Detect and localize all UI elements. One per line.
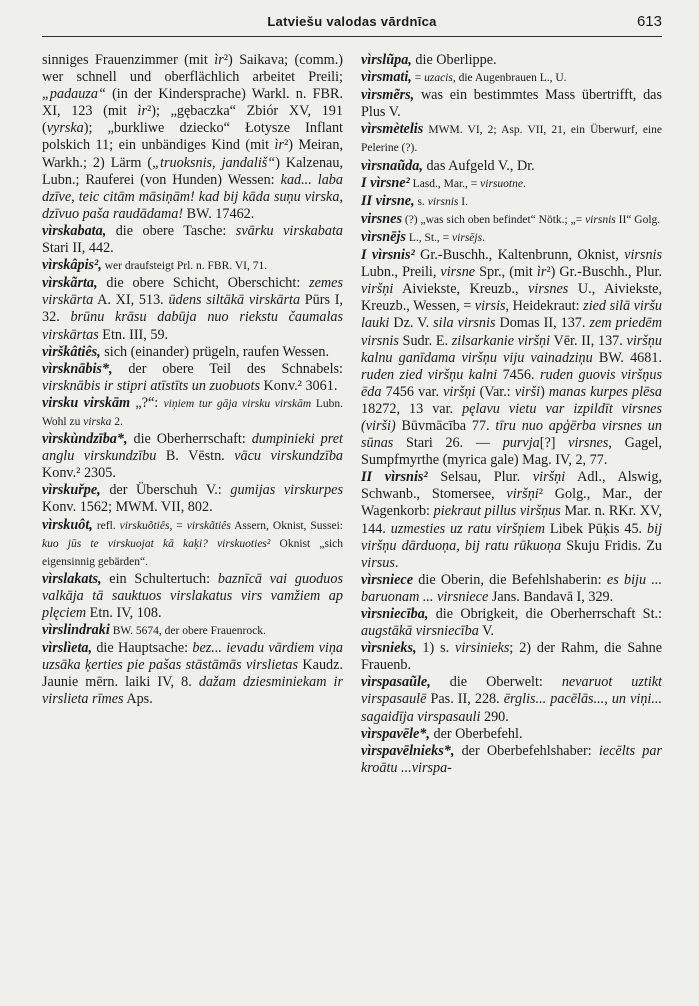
entry-text: BW. 17462.: [183, 205, 255, 222]
headword: vìrslũpa,: [361, 52, 412, 68]
entry-text: U., Aiviekste, Kreuzb., Wessen, =: [361, 281, 663, 315]
dictionary-entry: [42, 395, 343, 431]
entry-text: Gr.-Buschh., Kaltenbrunn, Oknist,: [414, 247, 625, 264]
entry-text: ²) Saikava; (comm.) wer schnell und oberflächlich arbeitet Preili;: [42, 52, 343, 86]
entry-text: pęlavu vietu var izpildīt virsnes (virši): [361, 400, 662, 434]
entry-text: 7456 var.: [381, 383, 444, 400]
headword: vìrskùndzība*,: [42, 431, 128, 448]
dictionary-entry: [42, 482, 343, 516]
entry-text: Mar. n. RKr. XV, 144.: [361, 503, 663, 537]
entry-text: =: [411, 72, 425, 85]
entry-text: virsnis: [624, 247, 662, 264]
dictionary-entry: [361, 247, 662, 469]
entry-text: Etn. III, 59.: [98, 326, 169, 343]
entry-text: ): [540, 383, 549, 400]
dictionary-entry: [361, 121, 662, 157]
text-columns: [42, 52, 662, 1002]
entry-text: zem priedēm virsnis: [361, 315, 662, 349]
entry-text: die Hauptsache:: [92, 640, 193, 657]
entry-text: virsknābis ir stipri atīstīts un zuobuots: [42, 377, 260, 394]
page-title: Latviešu valodas vārdnīca: [267, 14, 437, 29]
entry-text: Domas II, 137.: [495, 315, 590, 332]
entry-text: die Obrigkeit, die Oberherrschaft St.:: [428, 606, 662, 622]
entry-text: Lasd., Mar., =: [409, 177, 481, 190]
entry-text: zilsarkanie viršņi: [451, 332, 551, 349]
headword: vìrskuřpe,: [42, 482, 101, 499]
entry-text: viršņi: [443, 383, 476, 400]
entry-text: sila virsnis: [433, 315, 496, 332]
entry-text: (in der Kindersprache) Warkl. n. FBR. XI, 123 (mit: [42, 86, 343, 120]
entry-text: ìr: [536, 264, 547, 281]
entry-text: Assern, Oknist, Sussei:: [230, 519, 343, 532]
entry-text: Pūrs I, 32.: [42, 292, 343, 326]
entry-text: Jans. Bandavā I, 329.: [488, 588, 614, 605]
right-column: [361, 52, 662, 1002]
entry-text: ²); „gębaczka“ Zbiór XV, 191 (: [42, 103, 343, 137]
entry-text: „padauza“: [42, 86, 106, 103]
entry-text: .: [522, 177, 526, 190]
headword: vìrskãrta,: [42, 275, 98, 292]
entry-text: das Aufgeld V., Dr.: [422, 157, 535, 174]
entry-text: ìr: [274, 137, 285, 154]
entry-text: die Oberherrschaft:: [127, 431, 252, 448]
entry-text: Adl., Alswig, Schwanb., Stomersee,: [361, 469, 662, 503]
dictionary-entry: [361, 193, 662, 211]
entry-text: die obere Schicht, Oberschicht:: [97, 275, 310, 292]
entry-text: refl.: [92, 519, 120, 532]
entry-text: zemes virskārta: [42, 275, 343, 309]
entry-text: ein Schultertuch:: [101, 570, 218, 587]
entry-text: ²) Meiran, Warkh.; 2) Lärm (: [42, 137, 343, 171]
entry-text: Libek Pūķis 45.: [545, 520, 648, 537]
headword: vìrskâpis²,: [42, 257, 102, 274]
entry-text: der Oberbefehlshaber:: [454, 742, 599, 759]
dictionary-entry: [361, 572, 662, 606]
entry-text: Dz. V.: [389, 315, 434, 332]
entry-text: Etn. IV, 108.: [86, 605, 162, 621]
entry-text: virsnis: [427, 195, 459, 208]
entry-text: virsinieks: [455, 640, 510, 657]
entry-text: virši: [514, 383, 541, 400]
entry-text: .: [394, 554, 399, 571]
entry-text: viršņi: [532, 469, 566, 486]
headword: vìrslakats,: [42, 570, 102, 587]
entry-text: Stari 26. —: [393, 435, 503, 452]
dictionary-entry: [361, 469, 662, 572]
dictionary-entry: [361, 674, 662, 725]
headword: vìrsnieks,: [361, 640, 417, 657]
entry-text: , =: [169, 519, 187, 532]
dictionary-entry: [361, 158, 662, 175]
entry-text: was ein bestimmtes Mass übertrifft, das Plus V.: [361, 87, 662, 121]
dictionary-entry: [361, 640, 662, 674]
headword: vìrsniecība,: [361, 606, 429, 622]
entry-text: 2.: [111, 415, 123, 428]
entry-text: der Oberbefehl.: [429, 725, 523, 742]
entry-text: ²) Gr.-Buschh., Plur.: [546, 264, 662, 281]
entry-text: , Gagel, Sumpfmyrthe (myrica gale) Mag. IV, 2, 77.: [361, 435, 663, 469]
dictionary-entry: [42, 361, 343, 395]
headword: vìrškâtiês,: [42, 343, 101, 360]
entry-text: Konv.² 3061.: [259, 377, 338, 394]
entry-text: vyrska: [46, 120, 84, 137]
headword: I vìrsne²: [361, 174, 410, 191]
entry-text: dažam dziesminiekam ir virslieta rīmes: [42, 674, 343, 708]
dictionary-entry: [361, 52, 662, 69]
headword: vìrsmètelis: [361, 121, 424, 138]
headword: vìrskabata,: [42, 222, 107, 239]
entry-text: kuo jūs te virskuojat kā kaķi? virskuoties²: [42, 537, 271, 550]
entry-text: 7456.: [497, 366, 540, 383]
entry-text: viršņi: [361, 281, 394, 298]
headword: vìrslindraki: [42, 622, 110, 639]
dictionary-entry: [361, 211, 662, 229]
left-column: [42, 52, 343, 1002]
dictionary-entry: [42, 275, 343, 343]
dictionary-entry: [42, 622, 343, 640]
entry-text: II“ Golg.: [615, 213, 661, 226]
entry-text: Lubn., Preili,: [361, 264, 441, 281]
entry-text: (Var.:: [475, 383, 515, 400]
entry-text: Aps.: [123, 691, 153, 708]
entry-text: augstākā virsniecība: [361, 623, 479, 640]
headword: vìrsmati,: [361, 69, 412, 86]
dictionary-entry: [42, 52, 343, 223]
entry-text: purvja: [502, 435, 540, 452]
entry-text: ) Kalzenau, Lubn.; Rauferei (von Hunden) Wessen:: [42, 154, 343, 188]
entry-text: Aiviekste, Kreuzb.,: [393, 281, 529, 298]
entry-text: Pas. II, 228.: [426, 691, 504, 708]
entry-text: ērglis... pacēlās..., un viņi... sagaidīja virspasauli: [361, 691, 662, 725]
entry-text: die Oberin, die Befehlshaberin:: [413, 571, 607, 588]
entry-text: der obere Teil des Schnabels:: [112, 360, 343, 377]
running-header: [42, 8, 662, 37]
entry-text: bij viršņu dārduoņa, bij ratu rūkuoņa: [361, 520, 663, 554]
entry-text: baznīcā vai guoduos valkāja tā sauktuos virslakatus virs vamžiem ap plęciem: [42, 570, 343, 621]
entry-text: ìr: [137, 103, 147, 120]
entry-text: 18272, 13 var.: [361, 400, 463, 417]
entry-text: ); „burkliwe dziecko“ Łotysze Inflant polskich 11; ein unbändiges Kind (mit: [42, 120, 343, 154]
headword: I vìrsnis²: [361, 247, 415, 264]
dictionary-entry: [42, 257, 343, 275]
entry-text: die Oberwelt:: [430, 674, 562, 691]
dictionary-entry: [361, 726, 662, 743]
entry-text: virsuotne: [480, 177, 523, 190]
entry-text: Spr., (mit: [475, 264, 537, 281]
entry-text: manas kurpes plēsa: [548, 383, 662, 400]
entry-text: B. Vēstn.: [156, 448, 235, 465]
headword: vìrsknābis*,: [42, 360, 113, 377]
entry-text: L., St., =: [405, 231, 453, 244]
entry-text: s.: [414, 195, 428, 208]
entry-text: (?) „was sich oben befindet“ Nötk.; „=: [402, 213, 586, 226]
entry-text: V.: [478, 623, 495, 640]
headword: vìrsniece: [361, 571, 414, 588]
headword: vìrspasaũle,: [361, 674, 431, 691]
dictionary-entry: [361, 175, 662, 193]
entry-text: 290.: [480, 708, 509, 725]
entry-text: virsne: [440, 264, 476, 281]
entry-text: Oknist „sich eigensinnig gebärden“.: [42, 537, 343, 568]
dictionary-entry: [42, 571, 343, 622]
entry-text: vācu virskundzība: [234, 448, 344, 465]
dictionary-entry: [42, 517, 343, 571]
entry-text: A. XI, 513.: [93, 292, 169, 309]
entry-text: virskãtiês: [186, 519, 231, 532]
entry-text: ruden guovis viršņus ēda: [361, 366, 662, 400]
entry-text: Kaudz. Jaunie mērn. laiki IV, 8.: [42, 657, 343, 691]
entry-text: Konv.² 2305.: [42, 465, 116, 482]
entry-text: es biju ... baruonam ... virsniece: [361, 571, 662, 605]
entry-text: ūdens siltākā virskārta: [168, 292, 301, 309]
entry-text: [?]: [539, 435, 569, 452]
entry-text: ruden zied viršņu kalni: [361, 366, 498, 383]
dictionary-entry: [42, 431, 343, 482]
entry-text: ² Golg., Mar., der Wagenkorb:: [361, 486, 662, 520]
dictionary-entry: [361, 69, 662, 87]
headword: II virsne,: [361, 192, 415, 209]
entry-text: virsnis: [585, 213, 616, 226]
entry-text: 1) s.: [416, 640, 456, 657]
entry-text: MWM. VI, 2; Asp. VII, 21, ein Überwurf, eine Pelerine (?).: [361, 124, 662, 155]
entry-text: virska: [83, 415, 112, 428]
entry-text: .: [482, 231, 485, 244]
entry-text: wer draufsteigt Prl. n. FBR. VI, 71.: [101, 260, 268, 273]
page-number: 613: [636, 13, 662, 30]
entry-text: Konv. 1562; MWM. VII, 802.: [42, 499, 213, 516]
entry-text: I.: [458, 195, 468, 208]
entry-text: „truoksnis, jandališ“: [152, 154, 276, 171]
entry-text: virsnes: [528, 281, 569, 298]
dictionary-entry: [42, 223, 343, 257]
dictionary-entry: [361, 743, 662, 777]
entry-text: tīru nuo apģērba virsnes un sūnas: [361, 417, 662, 452]
dictionary-entry: [42, 344, 343, 361]
entry-text: virskuõtiês: [119, 519, 170, 532]
entry-text: piekraut pillus viršņus: [433, 503, 561, 520]
entry-text: sinniges Frauenzimmer (mit: [42, 52, 215, 68]
entry-text: uzmesties uz ratu viršņiem: [390, 520, 545, 537]
entry-text: Selsau, Plur.: [427, 469, 533, 486]
headword: virsnes: [361, 210, 402, 227]
entry-text: dumpinieki pret anglu virskundzību: [42, 431, 343, 465]
entry-text: Vēr. II, 137.: [550, 332, 627, 349]
entry-text: uzacis: [424, 72, 453, 85]
entry-text: virsus: [361, 554, 395, 571]
entry-text: , Heidekraut:: [505, 298, 584, 315]
entry-text: virsējs: [452, 231, 483, 244]
entry-text: Sudr. E.: [398, 332, 452, 349]
entry-text: der Überschuh V.:: [100, 482, 231, 499]
headword: vìrspavēlnieks*,: [361, 742, 455, 759]
entry-text: kad... laba dzīve, teic citām māsiņām! kad bij kāda suņu virska, dzīvuo paša raudādama!: [42, 171, 343, 222]
headword: vìrsmẽrs,: [361, 87, 415, 104]
entry-text: BW. 5674, der obere Frauenrock.: [109, 625, 266, 638]
headword: vìrsnaũda,: [361, 157, 423, 174]
headword: vìrslìeta,: [42, 640, 93, 657]
entry-text: nevaruot uztikt virspasaulē: [361, 674, 662, 708]
entry-text: Stari II, 442.: [42, 240, 114, 257]
entry-text: Būvmācība 77.: [395, 417, 496, 434]
entry-text: viršņu kalnu ganīdama viršņu viju vainadziņu: [361, 332, 662, 366]
entry-text: Lubn. Wohl zu: [42, 397, 343, 428]
entry-text: BW. 4681.: [592, 349, 662, 366]
entry-text: sich (einander) prügeln, raufen Wessen.: [100, 343, 329, 360]
entry-text: brūnu krāsu dabūja nuo riekstu čaumalas virskārtas: [42, 309, 343, 343]
entry-text: bez... ievadu vārdiem viņa uzsāka ķerties pie pašas stāstāmās virslietas: [42, 640, 344, 674]
entry-text: die Oberlippe.: [411, 52, 497, 68]
entry-text: svārku virskabata: [235, 222, 343, 239]
entry-text: gumijas virskurpes: [230, 482, 343, 499]
dictionary-entry: [42, 640, 343, 708]
entry-text: viršņi: [506, 486, 539, 503]
entry-text: Skuju Fridis. Zu: [561, 537, 662, 554]
entry-text: viņiem tur gāja virsku virskām: [163, 397, 312, 410]
entry-text: „?“:: [130, 394, 164, 411]
entry-text: iecēlts par kroātu ...virspa-: [361, 742, 662, 776]
dictionary-entry: [361, 606, 662, 640]
headword: vìrskuôt,: [42, 516, 93, 533]
entry-text: virsnes: [568, 435, 609, 452]
entry-text: ìr: [214, 52, 224, 68]
dictionary-entry: [361, 87, 662, 121]
headword: II vìrsnis²: [361, 469, 428, 486]
entry-text: , die Augenbrauen L., U.: [452, 72, 567, 85]
headword: virsku virskām: [42, 394, 131, 411]
entry-text: virsis: [474, 298, 506, 315]
entry-text: die obere Tasche:: [106, 222, 236, 239]
headword: vìrspavēle*,: [361, 725, 430, 742]
entry-text: ; 2) der Rahm, die Sahne Frauenb.: [361, 640, 662, 674]
entry-text: zied silā viršu lauki: [361, 298, 663, 332]
dictionary-entry: [361, 229, 662, 247]
headword: vìrsnējs: [361, 228, 406, 245]
